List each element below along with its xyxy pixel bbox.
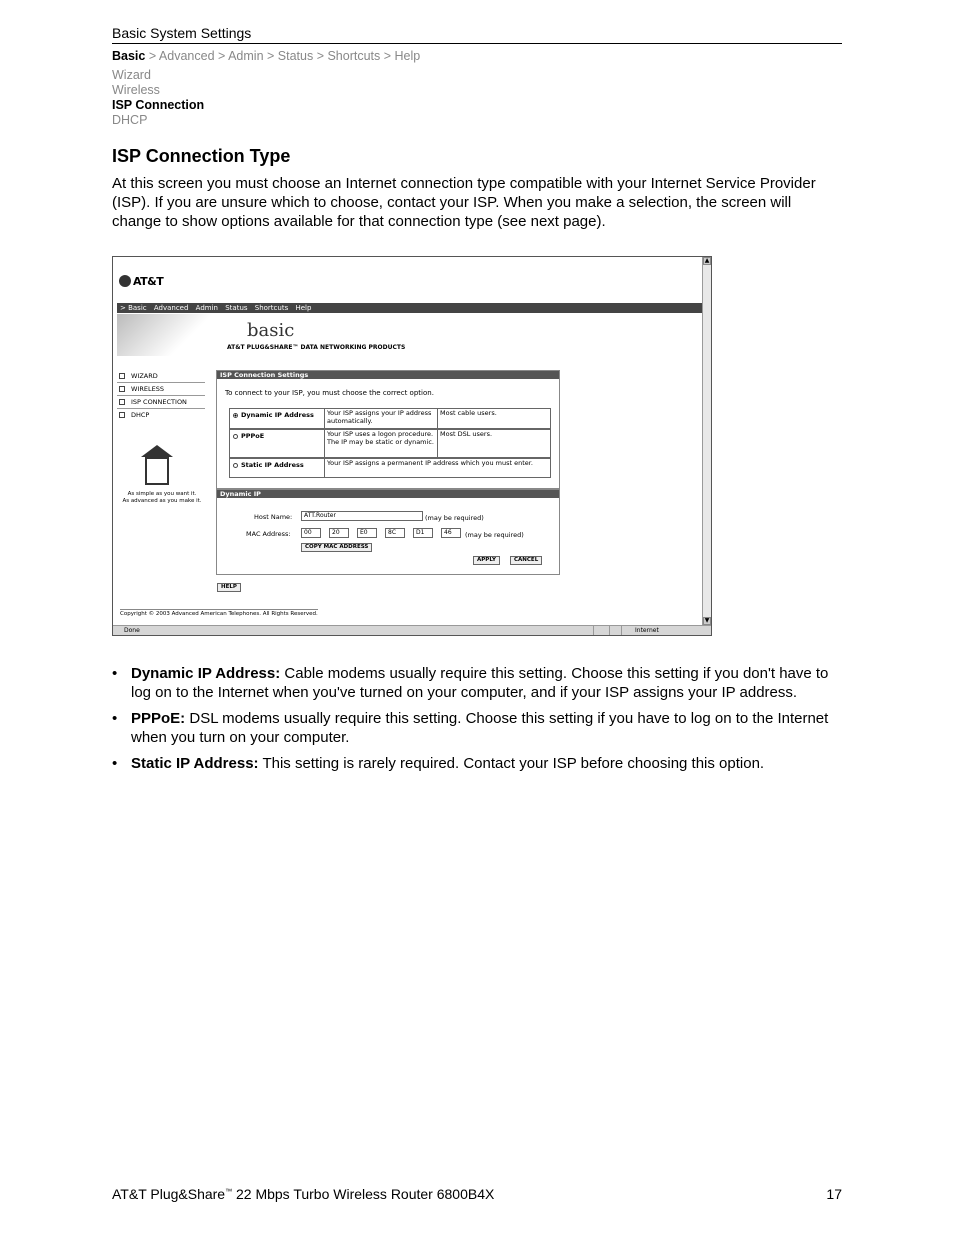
status-done: Done	[124, 627, 140, 634]
status-bar	[113, 625, 711, 635]
mac-address-label: MAC Address:	[246, 530, 291, 538]
list-item: • PPPoE: DSL modems usually require this setting. Choose this setting if you have to log on to the Internet when you turn on your computer.	[112, 709, 842, 747]
router-navbar	[117, 303, 702, 313]
leftnav-dhcp[interactable]: DHCP	[117, 409, 205, 421]
mac-octet-3[interactable]: E0	[357, 528, 377, 538]
mac-octet-4[interactable]: 8C	[385, 528, 405, 538]
crumb-advanced: Advanced	[158, 49, 215, 63]
list-item: • Dynamic IP Address: Cable modems usually require this setting. Choose this setting if you don't have to log on to the Internet when you've turned on your computer, and if your ISP assigns your IP address.	[112, 664, 842, 702]
subnav-isp-connection: ISP Connection	[112, 98, 205, 112]
apply-button[interactable]: APPLY	[473, 556, 500, 565]
copy-mac-button[interactable]: COPY MAC ADDRESS	[301, 543, 372, 552]
subnav-wireless: Wireless	[112, 83, 160, 97]
radio-selected-icon[interactable]	[233, 413, 238, 418]
mac-octet-2[interactable]: 20	[329, 528, 349, 538]
leftnav-wireless[interactable]: WIRELESS	[117, 383, 205, 396]
page-number: 17	[826, 1186, 842, 1202]
nav-basic[interactable]: > Basic	[120, 304, 147, 312]
nav-status[interactable]: Status	[225, 304, 248, 312]
att-logo: AT&T	[119, 275, 163, 288]
footer	[112, 1186, 842, 1202]
crumb-basic: Basic	[112, 49, 146, 63]
nav-shortcuts[interactable]: Shortcuts	[254, 304, 289, 312]
host-name-input[interactable]: ATT.Router	[301, 511, 423, 521]
leftnav-isp-connection[interactable]: ISP CONNECTION	[117, 396, 205, 409]
option-descriptions	[112, 664, 842, 780]
header-title: Basic System Settings	[112, 25, 252, 41]
subnav-wizard: Wizard	[112, 68, 151, 82]
crumb-status: Status	[277, 49, 314, 63]
subnav	[112, 68, 204, 128]
option-dynamic-ip[interactable]: Dynamic IP Address Your ISP assigns your IP address automatically. Most cable users.	[229, 408, 551, 429]
dynamic-ip-title: Dynamic IP	[217, 490, 559, 498]
dynamic-ip-panel	[216, 489, 560, 575]
crumb-help: Help	[394, 49, 421, 63]
cancel-button[interactable]: CANCEL	[510, 556, 542, 565]
mac-octet-1[interactable]: 00	[301, 528, 321, 538]
nav-help[interactable]: Help	[295, 304, 312, 312]
nav-advanced[interactable]: Advanced	[153, 304, 189, 312]
subnav-dhcp: DHCP	[112, 113, 148, 127]
bullet-box-icon	[119, 386, 125, 392]
section-title: ISP Connection Type	[112, 146, 291, 166]
scrollbar[interactable]	[702, 257, 711, 625]
radio-icon[interactable]	[233, 463, 238, 468]
footer-product: AT&T Plug&Share™ 22 Mbps Turbo Wireless Router 6800B4X	[112, 1186, 495, 1202]
option-pppoe[interactable]: PPPoE Your ISP uses a logon procedure. The IP may be static or dynamic. Most DSL users.	[229, 429, 551, 458]
bullet-box-icon	[119, 412, 125, 418]
isp-settings-panel	[216, 370, 560, 489]
host-name-label: Host Name:	[254, 513, 293, 521]
mac-octet-5[interactable]: D1	[413, 528, 433, 538]
banner-title: basic	[247, 320, 295, 341]
att-globe-icon	[119, 275, 131, 287]
crumb-admin: Admin	[228, 49, 264, 63]
mac-address-hint: (may be required)	[465, 531, 524, 539]
mac-octet-6[interactable]: 46	[441, 528, 461, 538]
bullet-box-icon	[119, 399, 125, 405]
banner-tagline: AT&T PLUG&SHARE™ DATA NETWORKING PRODUCTS	[227, 344, 406, 351]
leftnav-wizard[interactable]: WIZARD	[117, 370, 205, 383]
radio-icon[interactable]	[233, 434, 238, 439]
intro-paragraph: At this screen you must choose an Internet connection type compatible with your Internet Service Provider (ISP). If you are unsure which to choose, contact your ISP. When you make a selection, the screen will change to show options available for that connection type (see next page).	[112, 175, 816, 230]
status-internet: Internet	[635, 627, 659, 634]
host-name-hint: (may be required)	[425, 514, 484, 522]
house-icon	[139, 445, 175, 485]
copyright: Copyright © 2003 Advanced American Telephones. All Rights Reserved.	[120, 611, 318, 617]
bullet-box-icon	[119, 373, 125, 379]
slogan: As simple as you want it. As advanced as you make it.	[122, 491, 202, 504]
nav-admin[interactable]: Admin	[195, 304, 218, 312]
header-rule	[112, 43, 842, 44]
router-leftnav	[117, 370, 205, 421]
router-screenshot	[112, 256, 712, 636]
help-button[interactable]: HELP	[217, 583, 241, 592]
banner	[117, 314, 702, 356]
scroll-down-icon[interactable]: ▼	[704, 617, 710, 624]
isp-settings-lead: To connect to your ISP, you must choose the correct option.	[225, 389, 434, 397]
breadcrumb: Basic > Advanced > Admin > Status > Shortcuts > Help	[112, 49, 421, 63]
list-item: • Static IP Address: This setting is rarely required. Contact your ISP before choosing this option.	[112, 754, 842, 773]
isp-settings-title: ISP Connection Settings	[217, 371, 559, 379]
scroll-up-icon[interactable]: ▲	[704, 257, 710, 264]
banner-photo	[117, 314, 235, 356]
option-static-ip[interactable]: Static IP Address Your ISP assigns a permanent IP address which you must enter.	[229, 458, 551, 478]
crumb-shortcuts: Shortcuts	[327, 49, 381, 63]
